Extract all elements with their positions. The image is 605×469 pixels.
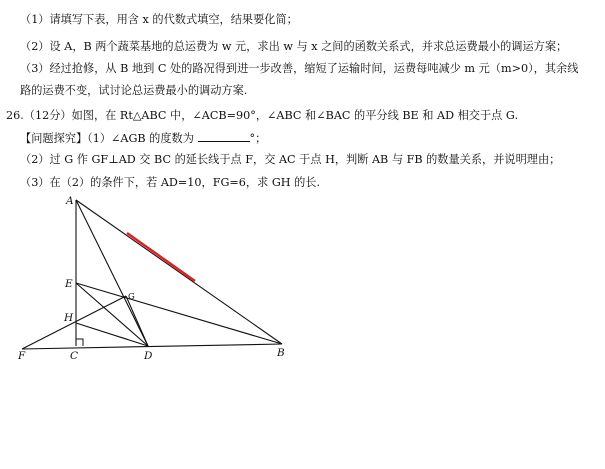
q26-stem: 26.（12分）如图，在 Rt△ABC 中，∠ACB=90°，∠ABC 和∠BAC 的平分线 BE 和 AD 相交于点 G. bbox=[6, 109, 519, 122]
segment-ED bbox=[76, 283, 148, 346]
q26-part3: （3）在（2）的条件下，若 AD=10，FG=6，求 GH 的长. bbox=[20, 176, 321, 189]
q26-part1-prefix: 【问题探究】（1）∠AGB 的度数为 bbox=[20, 132, 194, 145]
label-B: B bbox=[277, 347, 285, 359]
label-C: C bbox=[70, 350, 79, 362]
segment-FB bbox=[22, 344, 282, 349]
q25-part1: （1）请填写下表，用含 x 的代数式填空，结果要化简； bbox=[20, 13, 298, 26]
segment-AB bbox=[76, 200, 282, 344]
right-angle-marker bbox=[76, 339, 83, 346]
label-G: G bbox=[128, 292, 135, 302]
q26-part1-suffix: °； bbox=[249, 132, 267, 145]
label-H: H bbox=[64, 312, 74, 324]
q25-part3a: （3）经过抢修，从 B 地到 C 处的路况得到进一步改善，缩短了运输时间，运费每吨减少 m 元（m>0），其余线 bbox=[20, 62, 579, 75]
segment-HD bbox=[76, 323, 148, 346]
segment-AD bbox=[76, 200, 148, 346]
label-A: A bbox=[66, 195, 74, 207]
label-E: E bbox=[65, 278, 73, 290]
label-D: D bbox=[144, 350, 153, 362]
figure-lines bbox=[22, 200, 282, 349]
q26-part2: （2）过 G 作 GF⊥AD 交 BC 的延长线于点 F，交 AC 于点 H，判断 AB 与 FB 的数量关系，并说明理由； bbox=[20, 153, 561, 166]
segment-FG bbox=[22, 296, 126, 349]
label-F: F bbox=[18, 350, 26, 362]
segment-EB bbox=[76, 283, 282, 344]
red-highlight-segment bbox=[127, 233, 195, 281]
q25-part3b: 路的运费不变，试讨论总运费最小的调动方案. bbox=[20, 84, 248, 97]
q25-part2: （2）设 A，B 两个蔬菜基地的总运费为 w 元，求出 w 与 x 之间的函数关系式，并求总运费最小的调运方案； bbox=[20, 40, 568, 53]
